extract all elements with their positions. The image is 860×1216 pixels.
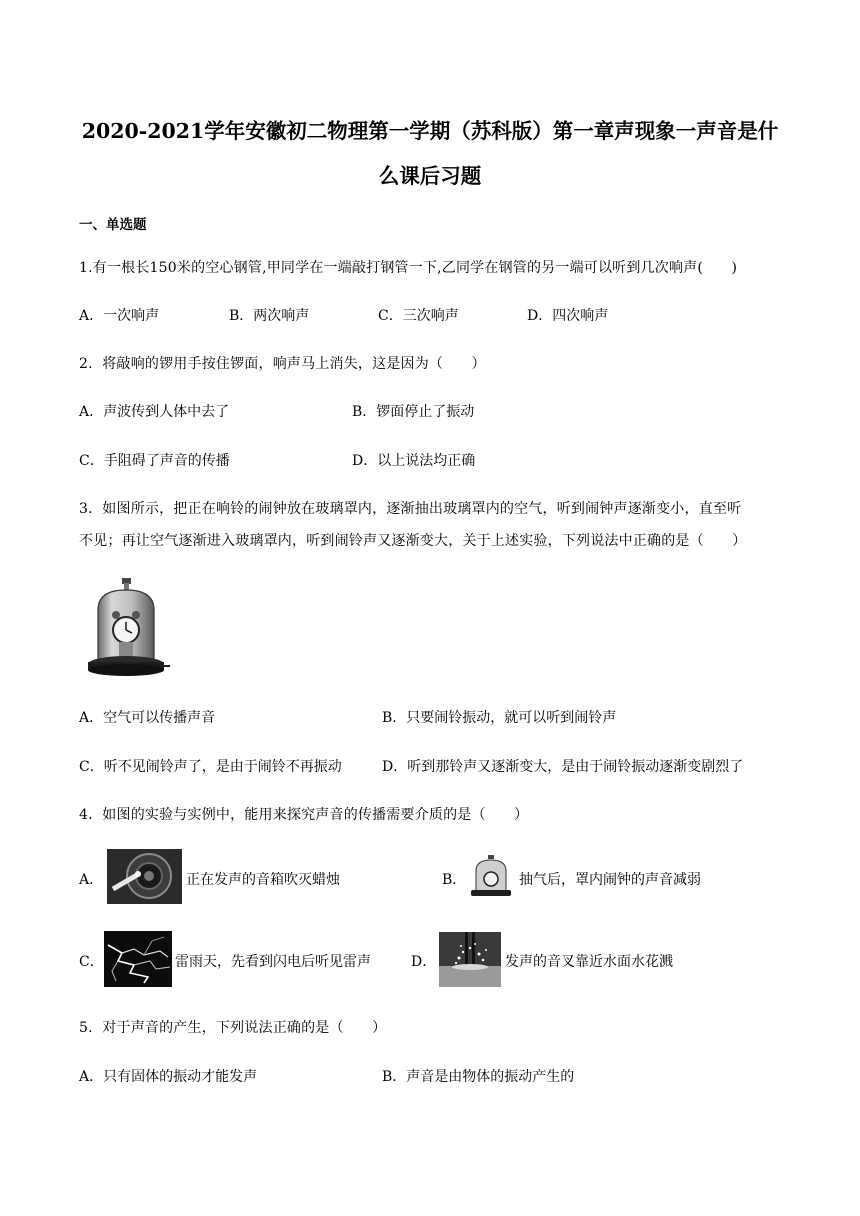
q1-option-d: D．四次响声 — [527, 308, 609, 324]
q1-option-a: A．一次响声 — [79, 308, 160, 324]
q4-option-a-label: A． — [79, 872, 104, 888]
question-4-stem: 4．如图的实验与实例中，能用来探究声音的传播需要介质的是（ ） — [79, 807, 529, 823]
question-3-stem-line-1: 3．如图所示，把正在响铃的闹钟放在玻璃罩内，逐渐抽出玻璃罩内的空气，听到闹钟声逐渐变小，直至听 — [79, 501, 742, 517]
question-2-stem: 2．将敲响的锣用手按住锣面，响声马上消失，这是因为（ ） — [79, 356, 486, 372]
q4-option-d-label: D． — [411, 954, 437, 970]
q4-option-d-text: 发声的音叉靠近水面水花溅 — [505, 954, 673, 970]
page-title-line-2: 么课后习题 — [378, 164, 482, 188]
q5-option-a: A．只有固体的振动才能发声 — [79, 1069, 258, 1085]
page-title-line-1: 2020-2021学年安徽初二物理第一学期（苏科版）第一章声现象一声音是什 — [81, 119, 779, 143]
q3-option-d: D．听到那铃声又逐渐变大，是由于闹铃振动逐渐变剧烈了 — [382, 759, 744, 775]
q4-option-a-text: 正在发声的音箱吹灭蜡烛 — [186, 872, 340, 888]
q4-option-b-text: 抽气后，罩内闹钟的声音减弱 — [519, 872, 701, 888]
question-3-stem-line-2: 不见；再让空气逐渐进入玻璃罩内，听到闹铃声又逐渐变大，关于上述实验，下列说法中正确的是（ ） — [79, 533, 747, 549]
q3-option-a: A．空气可以传播声音 — [79, 710, 216, 726]
q1-option-b: B．两次响声 — [229, 308, 310, 324]
bell-jar-alarm-clock-figure — [86, 578, 170, 678]
question-5-stem: 5．对于声音的产生，下列说法正确的是（ ） — [79, 1020, 387, 1036]
q4-option-c-text: 雷雨天，先看到闪电后听见雷声 — [175, 954, 371, 970]
tuning-fork-water-image — [439, 932, 501, 987]
question-1-stem: 1.有一根长150米的空心钢管,甲同学在一端敲打钢管一下,乙同学在钢管的另一端可以听到几次响声( ) — [79, 260, 738, 276]
q1-option-c: C．三次响声 — [378, 308, 459, 324]
q3-option-c: C．听不见闹铃声了，是由于闹铃不再振动 — [79, 759, 342, 775]
q2-option-a: A．声波传到人体中去了 — [79, 404, 230, 420]
speaker-candle-image — [107, 849, 182, 904]
q3-option-b: B．只要闹铃振动，就可以听到闹铃声 — [382, 710, 617, 726]
q2-option-d: D．以上说法均正确 — [352, 453, 476, 469]
bell-jar-thumbnail — [468, 853, 514, 899]
q5-option-b: B．声音是由物体的振动产生的 — [382, 1069, 575, 1085]
q4-option-c-label: C． — [79, 954, 104, 970]
q2-option-b: B．锣面停止了振动 — [352, 404, 475, 420]
section-heading: 一、单选题 — [79, 217, 147, 233]
q2-option-c: C．手阻碍了声音的传播 — [79, 453, 230, 469]
q4-option-b-label: B． — [442, 872, 467, 888]
lightning-image — [104, 931, 172, 987]
